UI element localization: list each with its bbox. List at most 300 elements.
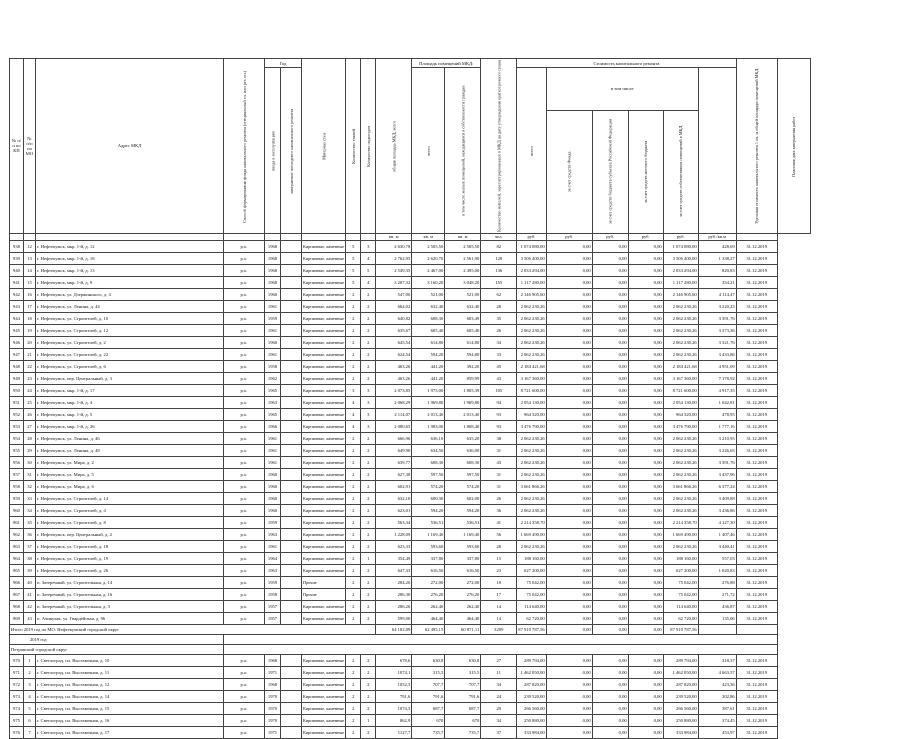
- row-entrances: 5: [361, 264, 376, 276]
- row-address: г. Светлоград, пл. Выставочная, д. 12: [36, 678, 224, 690]
- row-budget-subject: 0,00: [592, 456, 628, 468]
- table-row: [10, 516, 811, 528]
- row-floors: 2: [346, 300, 361, 312]
- row-unit-cost: 1 777,16: [698, 420, 736, 432]
- row-year-last-repair: [281, 276, 302, 288]
- row-area-resid: 670: [445, 714, 481, 726]
- table-row: [10, 276, 811, 288]
- row-fund-method: р.о.: [224, 702, 265, 714]
- row-cost-total: 2 054 130,00: [517, 396, 546, 408]
- row-floors: 2: [346, 654, 361, 666]
- row-material: Кирпичные, каменные: [302, 276, 346, 288]
- row-year-last-repair: [281, 600, 302, 612]
- row-owners: 2 062 230,26: [663, 468, 698, 480]
- row-residents: 17: [481, 588, 517, 600]
- row-budget-subject: 0,00: [592, 576, 628, 588]
- row-residents: 28: [481, 300, 517, 312]
- row-area-all: 614,80: [412, 336, 445, 348]
- row-address: г. Нефтекумск, мкр. 1-й, д. 9: [36, 276, 224, 288]
- row-year-commission: 1961: [265, 300, 281, 312]
- row-cost-total: 964 320,00: [517, 408, 546, 420]
- row-area-resid: 536,51: [445, 516, 481, 528]
- row-year-last-repair: [281, 540, 302, 552]
- row-total-area: 649,90: [376, 444, 412, 456]
- row-owners: 3 506 400,00: [663, 252, 698, 264]
- row-year-last-repair: [281, 666, 302, 678]
- row-no-mo: 20: [24, 336, 36, 348]
- row-year-commission: 1958: [265, 588, 281, 600]
- row-material: Кирпичные, каменные: [302, 348, 346, 360]
- row-fund-method: р.о.: [224, 396, 265, 408]
- row-address: г. Нефтекумск, ул. Строителей, д. 18: [36, 540, 224, 552]
- row-entrances: 2: [361, 528, 376, 540]
- row-deadline: 31.12.2019: [736, 612, 777, 624]
- row-no-kp: 952: [10, 408, 24, 420]
- row-area-resid: 2 561,90: [445, 252, 481, 264]
- row-fund-reform: 0,00: [546, 324, 592, 336]
- row-area-resid: 635,20: [445, 432, 481, 444]
- header-incl: в том числе: [546, 68, 698, 111]
- row-entrances: 2: [361, 654, 376, 666]
- row-cost-total: 289 794,00: [517, 654, 546, 666]
- row-cost-total: 3 506 400,00: [517, 252, 546, 264]
- row-entrances: 2: [361, 444, 376, 456]
- row-unit-cost: 271,72: [698, 588, 736, 600]
- row-budget-subject: 0,00: [592, 612, 628, 624]
- row-fund-reform: 0,00: [546, 336, 592, 348]
- row-cost-total: 2 062 230,26: [517, 432, 546, 444]
- row-budget-local: 0,00: [628, 336, 663, 348]
- header-year-commission: ввода в эксплуатацию: [265, 68, 281, 234]
- row-material: Кирпичные, каменные: [302, 600, 346, 612]
- row-cost-total: 114 640,00: [517, 600, 546, 612]
- row-cost-total: 1 462 050,00: [517, 666, 546, 678]
- row-budget-subject: 0,00: [592, 666, 628, 678]
- row-area-all: 3 160,20: [412, 276, 445, 288]
- unit-cell: руб.: [628, 233, 663, 240]
- row-address: г. Светлоград, пл. Выставочная, д. 16: [36, 714, 224, 726]
- row-material: Кирпичные, каменные: [302, 312, 346, 324]
- row-fund-method: р.о.: [224, 324, 265, 336]
- row-fund-reform: 0,00: [546, 348, 592, 360]
- row-budget-subject: 0,00: [592, 408, 628, 420]
- row-no-mo: 26: [24, 408, 36, 420]
- row-material: Кирпичные, каменные: [302, 456, 346, 468]
- row-total-area: 647,33: [376, 564, 412, 576]
- row-total-area: 599,00: [376, 612, 412, 624]
- row-fund-method: р.о.: [224, 420, 265, 432]
- row-residents: 27: [481, 654, 517, 666]
- row-year-last-repair: [281, 264, 302, 276]
- row-deadline: 31.12.2019: [736, 276, 777, 288]
- row-total-area: 1127,7: [376, 726, 412, 738]
- row-deadline: 31.12.2019: [736, 552, 777, 564]
- table-row: [10, 372, 811, 384]
- table-row: [10, 324, 811, 336]
- row-material: Кирпичные, каменные: [302, 504, 346, 516]
- row-area-resid: 859,99: [445, 372, 481, 384]
- row-residents: 14: [481, 612, 517, 624]
- row-budget-local: 0,00: [628, 726, 663, 738]
- table-row: [10, 468, 811, 480]
- row-residents: 34: [481, 714, 517, 726]
- row-budget-local: 0,00: [628, 516, 663, 528]
- row-fund-reform: 0,00: [546, 432, 592, 444]
- row-fund-method: р.о.: [224, 540, 265, 552]
- row-area-all: 2 013,40: [412, 408, 445, 420]
- row-budget-local: 0,00: [628, 252, 663, 264]
- total-cost: 87 910 787,56: [517, 624, 546, 634]
- row-unit-cost: 3 436,86: [698, 504, 736, 516]
- row-budget-local: 0,00: [628, 300, 663, 312]
- table-row: [10, 336, 811, 348]
- row-material: Кирпичные, каменные: [302, 702, 346, 714]
- row-material: Прочие: [302, 588, 346, 600]
- row-address: г. Нефтекумск, ул. Строителей, д. 2: [36, 336, 224, 348]
- row-fund-reform: 0,00: [546, 360, 592, 372]
- row-entrances: 1: [361, 552, 376, 564]
- row-owners: 2 033 294,00: [663, 264, 698, 276]
- row-material: Кирпичные, каменные: [302, 612, 346, 624]
- row-cost-total: 2 184 421,68: [517, 360, 546, 372]
- row-residents: 93: [481, 408, 517, 420]
- row-owners: 75 042,00: [663, 588, 698, 600]
- row-no-mo: 1: [24, 654, 36, 666]
- row-area-all: 2 467,00: [412, 264, 445, 276]
- row-year-commission: 1968: [265, 240, 281, 252]
- total-label: Итого 2019 год по МО: Нефтекумский городской округ: [10, 624, 376, 634]
- header-budget-subject: за счет средств бюджета субъекта Российской Федерации: [592, 110, 628, 233]
- row-area-resid: 337,80: [445, 552, 481, 564]
- row-deadline: 31.12.2019: [736, 564, 777, 576]
- row-material: Кирпичные, каменные: [302, 288, 346, 300]
- row-address: п. Затеречный, ул. Строительная, д. 3: [36, 600, 224, 612]
- row-no-kp: 972: [10, 678, 24, 690]
- row-residents: 56: [481, 528, 517, 540]
- row-material: Кирпичные, каменные: [302, 360, 346, 372]
- row-no-kp: 942: [10, 288, 24, 300]
- row-no-kp: 943: [10, 300, 24, 312]
- row-budget-local: 0,00: [628, 384, 663, 396]
- row-budget-local: 0,00: [628, 492, 663, 504]
- row-budget-local: 0,00: [628, 456, 663, 468]
- row-material: Кирпичные, каменные: [302, 564, 346, 576]
- row-address: г. Нефтекумск, ул. Строителей, д. 8: [36, 516, 224, 528]
- row-fund-reform: 0,00: [546, 588, 592, 600]
- row-year-last-repair: [281, 324, 302, 336]
- row-year-last-repair: [281, 444, 302, 456]
- row-entrances: 2: [361, 576, 376, 588]
- section-label: Петровский городской округ: [10, 644, 224, 654]
- row-budget-local: 0,00: [628, 360, 663, 372]
- row-owners: 2 062 230,26: [663, 456, 698, 468]
- row-year-commission: 1970: [265, 690, 281, 702]
- row-fund-reform: 0,00: [546, 480, 592, 492]
- row-budget-subject: 0,00: [592, 540, 628, 552]
- row-material: Кирпичные, каменные: [302, 678, 346, 690]
- row-budget-subject: 0,00: [592, 288, 628, 300]
- row-owners: 3 476 790,00: [663, 420, 698, 432]
- row-address: г. Нефтекумск, ул. Строителей, д. 10: [36, 312, 224, 324]
- row-entrances: 4: [361, 252, 376, 264]
- row-entrances: 2: [361, 564, 376, 576]
- row-total-area: 2 762,95: [376, 252, 412, 264]
- header-cost-total: всего: [517, 68, 546, 234]
- row-address: г. Нефтекумск, пер. Центральный, д. 3: [36, 372, 224, 384]
- row-total-area: 284,20: [376, 576, 412, 588]
- table-row: [10, 432, 811, 444]
- row-no-mo: 30: [24, 456, 36, 468]
- row-total-area: 1074,3: [376, 702, 412, 714]
- row-no-mo: 36: [24, 528, 36, 540]
- row-fund-reform: 0,00: [546, 654, 592, 666]
- row-year-last-repair: [281, 726, 302, 738]
- row-unit-cost: 1 338,27: [698, 252, 736, 264]
- row-no-kp: 970: [10, 654, 24, 666]
- row-year-commission: 1961: [265, 348, 281, 360]
- row-residents: 34: [481, 336, 517, 348]
- row-no-kp: 940: [10, 264, 24, 276]
- row-residents: 15: [481, 552, 517, 564]
- row-residents: 31: [481, 444, 517, 456]
- row-address: г. Нефтекумск, ул. Мира, д. 2: [36, 456, 224, 468]
- unit-cell: кв. м: [376, 233, 412, 240]
- row-budget-local: 0,00: [628, 588, 663, 600]
- row-budget-subject: 0,00: [592, 528, 628, 540]
- row-no-kp: 955: [10, 444, 24, 456]
- row-no-kp: 971: [10, 666, 24, 678]
- header-area-total: всего: [412, 68, 445, 234]
- row-area-resid: 262,40: [445, 600, 481, 612]
- row-fund-reform: 0,00: [546, 492, 592, 504]
- row-no-mo: 31: [24, 468, 36, 480]
- row-year-commission: 1968: [265, 264, 281, 276]
- row-deadline: 31.12.2019: [736, 666, 777, 678]
- row-budget-local: 0,00: [628, 690, 663, 702]
- units-row: [10, 233, 811, 240]
- row-no-kp: 962: [10, 528, 24, 540]
- row-floors: 4: [346, 420, 361, 432]
- row-total-area: 862,9: [376, 714, 412, 726]
- row-year-last-repair: [281, 714, 302, 726]
- row-fund-method: р.о.: [224, 456, 265, 468]
- row-fund-method: р.о.: [224, 480, 265, 492]
- row-fund-reform: 0,00: [546, 552, 592, 564]
- row-entrances: 2: [361, 726, 376, 738]
- row-budget-subject: 0,00: [592, 654, 628, 666]
- row-no-kp: 941: [10, 276, 24, 288]
- row-unit-cost: 302,86: [698, 690, 736, 702]
- row-residents: 37: [481, 726, 517, 738]
- row-floors: 2: [346, 678, 361, 690]
- row-fund-method: р.о.: [224, 240, 265, 252]
- row-fund-method: р.о.: [224, 576, 265, 588]
- table-row: [10, 420, 811, 432]
- row-floors: 2: [346, 690, 361, 702]
- row-owners: 2 146 905,60: [663, 288, 698, 300]
- row-owners: 2 062 230,26: [663, 504, 698, 516]
- row-area-resid: 464,40: [445, 612, 481, 624]
- row-no-mo: 43: [24, 612, 36, 624]
- row-cost-total: 2 062 230,26: [517, 468, 546, 480]
- row-fund-method: р.о.: [224, 504, 265, 516]
- row-year-last-repair: [281, 348, 302, 360]
- row-budget-local: 0,00: [628, 288, 663, 300]
- row-fund-method: р.о.: [224, 468, 265, 480]
- row-budget-subject: 0,00: [592, 588, 628, 600]
- row-floors: 2: [346, 312, 361, 324]
- row-unit-cost: 436,87: [698, 600, 736, 612]
- row-cost-total: 2 062 230,26: [517, 492, 546, 504]
- row-cost-total: 2 062 230,26: [517, 312, 546, 324]
- row-fund-reform: 0,00: [546, 420, 592, 432]
- row-area-resid: 735,7: [445, 726, 481, 738]
- row-deadline: 31.12.2019: [736, 714, 777, 726]
- row-cost-total: 62 720,00: [517, 612, 546, 624]
- row-budget-subject: 0,00: [592, 360, 628, 372]
- row-floors: 2: [346, 348, 361, 360]
- row-material: Кирпичные, каменные: [302, 666, 346, 678]
- table-row: [10, 564, 811, 576]
- row-residents: 31: [481, 480, 517, 492]
- row-deadline: 31.12.2019: [736, 336, 777, 348]
- row-material: Кирпичные, каменные: [302, 552, 346, 564]
- row-unit-cost: 7 178,92: [698, 372, 736, 384]
- row-year-commission: 1960: [265, 468, 281, 480]
- row-entrances: 3: [361, 384, 376, 396]
- row-fund-method: р.о.: [224, 690, 265, 702]
- row-entrances: 3: [361, 396, 376, 408]
- row-year-commission: 1961: [265, 324, 281, 336]
- row-cost-total: 75 042,00: [517, 576, 546, 588]
- row-area-all: 441,20: [412, 360, 445, 372]
- row-floors: 2: [346, 360, 361, 372]
- row-fund-reform: 0,00: [546, 372, 592, 384]
- row-total-area: 624,54: [376, 348, 412, 360]
- row-year-last-repair: [281, 468, 302, 480]
- row-deadline: 31.12.2019: [736, 654, 777, 666]
- row-unit-cost: 820,83: [698, 264, 736, 276]
- row-entrances: 2: [361, 360, 376, 372]
- row-unit-cost: 423,36: [698, 678, 736, 690]
- row-address: г. Нефтекумск, ул. Дзержинского, д. 4: [36, 288, 224, 300]
- row-year-last-repair: [281, 492, 302, 504]
- row-budget-subject: 0,00: [592, 552, 628, 564]
- row-address: г. Нефтекумск, ул. Строителей, д. 14: [36, 492, 224, 504]
- row-fund-reform: 0,00: [546, 444, 592, 456]
- row-unit-cost: 3 440,41: [698, 540, 736, 552]
- row-area-resid: 597,50: [445, 468, 481, 480]
- row-fund-method: р.о.: [224, 666, 265, 678]
- row-cost-total: 3 476 790,00: [517, 420, 546, 432]
- row-area-all: 276,20: [412, 588, 445, 600]
- row-budget-local: 0,00: [628, 654, 663, 666]
- row-address: г. Нефтекумск, ул. Строителей, д. 12: [36, 324, 224, 336]
- row-material: Кирпичные, каменные: [302, 384, 346, 396]
- row-residents: 43: [481, 456, 517, 468]
- row-unit-cost: 478,95: [698, 408, 736, 420]
- row-area-all: 337,80: [412, 552, 445, 564]
- table-row: [10, 456, 811, 468]
- row-total-area: 2 073,85: [376, 384, 412, 396]
- row-material: Кирпичные, каменные: [302, 300, 346, 312]
- section-row: [10, 644, 811, 654]
- row-fund-method: р.о.: [224, 612, 265, 624]
- row-residents: 28: [481, 540, 517, 552]
- header-entrances: Количество подъездов: [361, 59, 376, 234]
- row-entrances: 2: [361, 324, 376, 336]
- row-budget-subject: 0,00: [592, 432, 628, 444]
- row-residents: 26: [481, 324, 517, 336]
- header-year-last-repair: завершение последнего капитального ремонта: [281, 68, 302, 234]
- row-address: г. Нефтекумск, мкр. 1-й, д. 26: [36, 420, 224, 432]
- row-budget-subject: 0,00: [592, 312, 628, 324]
- unit-cell: кв. м: [412, 233, 445, 240]
- row-total-area: 2 114,07: [376, 408, 412, 420]
- total-area: 64 182,09: [376, 624, 412, 634]
- row-fund-method: р.о.: [224, 408, 265, 420]
- table-summary: [10, 624, 811, 654]
- row-residents: 34: [481, 678, 517, 690]
- total-owners: 87 910 787,56: [663, 624, 698, 634]
- row-owners: 2 062 230,26: [663, 324, 698, 336]
- row-owners: 2 062 230,26: [663, 348, 698, 360]
- table-row: [10, 480, 811, 492]
- row-budget-subject: 0,00: [592, 240, 628, 252]
- row-area-all: 791,6: [412, 690, 445, 702]
- row-floors: 2: [346, 666, 361, 678]
- row-cost-total: 2 062 230,26: [517, 444, 546, 456]
- row-floors: 2: [346, 444, 361, 456]
- row-owners: 62 720,00: [663, 612, 698, 624]
- row-cost-total: 333 984,00: [517, 726, 546, 738]
- row-fund-method: р.о.: [224, 444, 265, 456]
- row-no-mo: 25: [24, 396, 36, 408]
- row-fund-reform: 0,00: [546, 678, 592, 690]
- row-owners: 964 320,00: [663, 408, 698, 420]
- row-deadline: 31.12.2019: [736, 408, 777, 420]
- row-address: г. Нефтекумск, мкр. 1-й, д. 12: [36, 240, 224, 252]
- row-unit-cost: 3 433,86: [698, 348, 736, 360]
- row-budget-subject: 0,00: [592, 492, 628, 504]
- row-cost-total: 188 160,00: [517, 552, 546, 564]
- row-residents: 35: [481, 312, 517, 324]
- row-cost-total: 239 520,00: [517, 690, 546, 702]
- row-no-kp: 973: [10, 690, 24, 702]
- row-budget-subject: 0,00: [592, 516, 628, 528]
- table-row: [10, 240, 811, 252]
- row-budget-local: 0,00: [628, 468, 663, 480]
- row-fund-reform: 0,00: [546, 264, 592, 276]
- row-year-commission: 1960: [265, 480, 281, 492]
- row-area-all: 597,50: [412, 468, 445, 480]
- row-floors: 2: [346, 456, 361, 468]
- row-no-mo: 12: [24, 240, 36, 252]
- row-no-mo: 18: [24, 312, 36, 324]
- row-budget-local: 0,00: [628, 702, 663, 714]
- row-budget-local: 0,00: [628, 348, 663, 360]
- row-address: г. Нефтекумск, мкр. 1-й, д. 5: [36, 408, 224, 420]
- row-budget-subject: 0,00: [592, 324, 628, 336]
- row-fund-method: р.о.: [224, 360, 265, 372]
- row-entrances: 2: [361, 348, 376, 360]
- row-floors: 5: [346, 276, 361, 288]
- row-entrances: 2: [361, 600, 376, 612]
- row-material: Кирпичные, каменные: [302, 396, 346, 408]
- row-year-last-repair: [281, 612, 302, 624]
- row-budget-subject: 0,00: [592, 336, 628, 348]
- row-budget-subject: 0,00: [592, 276, 628, 288]
